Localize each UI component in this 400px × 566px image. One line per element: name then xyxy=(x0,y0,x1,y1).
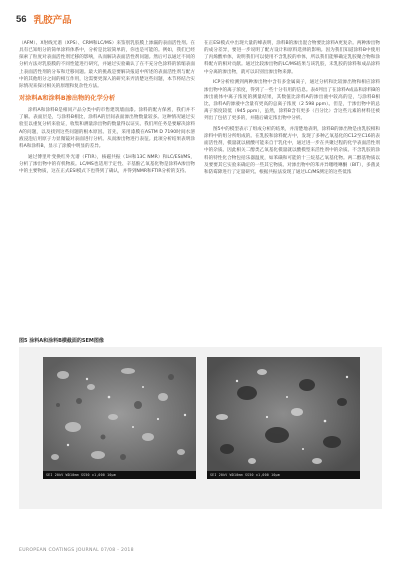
left-column xyxy=(19,40,195,179)
figure-caption: 图5 涂料A和涂料B横截面的SEM图像 xyxy=(19,338,104,344)
right-paragraph-1: 在正ESI模式中出现大量的峰表明，涂料B的渗出混合物要比涂料A更复杂。两种渗出物的成分差异，要进一步说明了配方设计和原料选择的影响。因为我们知道涂料B中使用了丙烯酸单体，说明我们可以使用不含乳胶的单体，所以我们能够确定乳胶聚合物和涂料配方的相对贡献。通过比较渗出物的LC/MS结果与该乳胶，未乳胶的涂料和成品涂料中分离的渗出物，就可以识别出渗出物来源。 xyxy=(204,41,380,75)
sem-info-bar-b: SEI 20kV WD10mm SS50 x1,000 10μm xyxy=(207,471,360,479)
journal-footer: EUROPEAN COATINGS JOURNAL 07/08 - 2018 xyxy=(19,548,134,553)
section-title: 乳胶产品 xyxy=(33,15,72,26)
left-paragraph-1: （AFM）、X射线光谱（XPS）、CRM和LC/MS）来鉴别乳胶膜上渗漏的表面活性剂。在具有已知组分的简单涂料体系中，分析是比较简单的，你也是可能的。例如，我们已经探索了粒度对表面活性剂迁移的影响，从而解决表面活性剂问题。然后可以通过不同的分析方法对乳胶膜的不同性能进行研究，并通过实验确认了在不充分色涂料的浓缩表面上表面活性剂的分布和迁移问题。最大的挑战是要解决报道中所述的表面活性剂与配方中的其他组分之间的相互作用，这需要更深入的研究来弄清楚这些问题，本节将结合实际情况来探讨相关的原理和复杂性方法。 xyxy=(19,41,195,89)
right-paragraph-3: 图5中的模型表示了组成分析的结果，并清楚地表明，涂料B的渗出物是由乳胶相和涂料中的组分所组成的。在乳胶和涂料配方中，发现了多种乙氧基化的C12至C16的表面活性剂，模量就以极酸可能来自于乳化中，通过进一步在共聚过程的化学表面活性剂中的杂质。因此相关二醇类乙氧基化模量就以酸模型来活性剂中的杂质。不含乳胶的涂料的特性化合物包括乐器温度，如苯磺和可能的十三烷基乙氧基化物。两二醇基物质以及要要其它实验来确定的一些其它物质。对渗出物中的苯并异噻唑啉酮（BIT），多菌灵和防霉降进行了定量研究。根据共振法发现了通过LC/MS测定的这些低浓 xyxy=(204,126,380,175)
page-number: 56 xyxy=(16,13,27,25)
sem-info-bar-a: SEI 20kV WD10mm SS50 x1,000 10μm xyxy=(43,471,196,479)
sem-texture-b xyxy=(207,357,360,471)
left-paragraph-2: 涂料A和涂料B是相同产品分类中的市售建筑墙面漆。涂料的配方保密，我们并不了解。表面层是，与涂料B相比，涂料A的层间表面渗出物数量较多。这种情况通过实验室以重复分析来验证，收集和测量涂出物的数量得以证实。我们所任务是要解决涂料A的问题，以及找到这些问题的根本原因。首先，采用漆膜在ASTM D 7190时间水溶液浸泡后用原子力显微镜对表面进行分析。从而渗出物进行表征。此项分析结果表明涂料A和涂料B，显示了涂膜中明显的差异。 xyxy=(19,108,195,149)
right-column xyxy=(204,40,380,180)
sem-image-paint-b xyxy=(207,357,360,479)
page-header xyxy=(16,12,72,26)
subsection-heading: 对涂料A和涂料B渗出物的化学分析 xyxy=(19,95,116,103)
left-paragraph-3: 通过傅里叶变换红外光谱（FTIR），核磁共振（1H和13C NMR）和LC/ESI/MS，分析了渗出物中的有机物质。LC/MS也适用于定性、辛基酚乙氧基化物是涂料A渗出物中的主要物质，这在正式ESI模式下也得到了确认，并得到NMR和FTIR分析的支持。 xyxy=(19,154,195,174)
sem-image-paint-a xyxy=(43,357,196,479)
sem-texture-a xyxy=(43,357,196,471)
right-paragraph-2: ICP分析检测到两种渗出物中含有多金属离子，通过分析和比较渗出物和相应涂料渗出物中的离子浓度，得到了一些十分有用的信息。表4列出了在涂料A成品和涂料B的渗出液体中离子浓度的测量结果，其数值比涂料A的渗出液中较高的是，与涂料B相比，涂料A的渗液中含量有更高的总离子浓度（2 598 ppm）。但是，于渗出物中的总离子浓度较低（945 ppm），虽然，涂料B含有更多（百分比）含这些元素的材料还被列出了包括了更多的，并随后确定浓出物中分析。 xyxy=(204,80,380,122)
